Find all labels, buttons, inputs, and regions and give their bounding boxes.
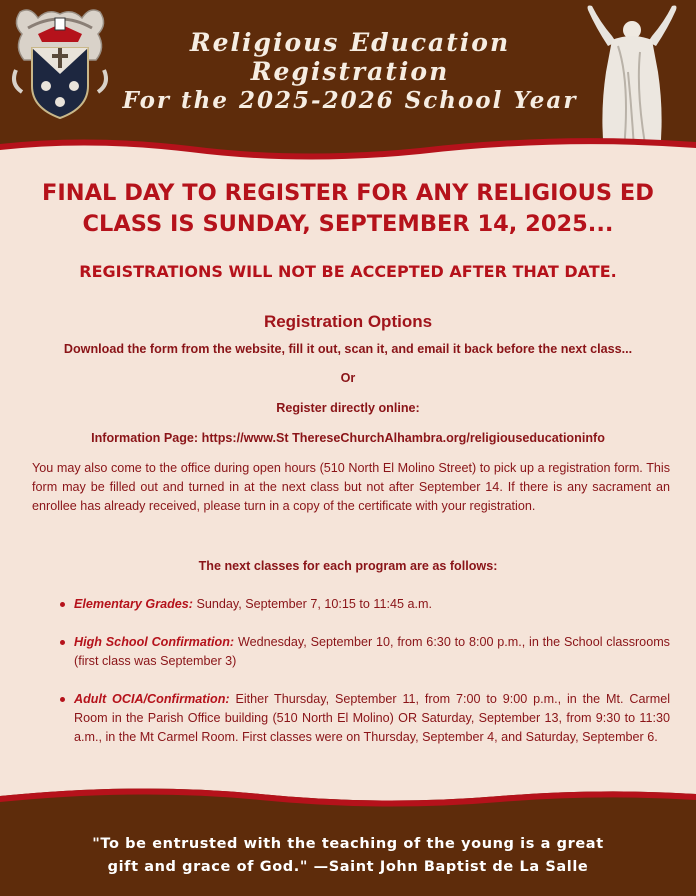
school-year-subtitle: For the 2025-2026 School Year [122,87,578,114]
footer-quote [40,833,656,879]
top-wave-divider [0,128,696,178]
final-day-headline: FINAL DAY TO REGISTER FOR ANY RELIGIOUS ED CLASS IS SUNDAY, SEPTEMBER 14, 2025... [42,180,654,237]
program-list [56,595,670,766]
information-page-link[interactable]: Information Page: https://www.St ThereseChurchAlhambra.org/religiouseducationinfo [91,431,605,445]
next-classes-intro: The next classes for each program are as follows: [198,559,498,573]
bottom-wave-divider [0,770,696,810]
or-separator: Or [340,371,356,385]
program-name: High School Confirmation: [74,635,235,649]
program-details: Either Thursday, September 11, from 7:00 to 9:00 p.m., in the Mt. Carmel Room in the Parish Office building (510 North El Molino) OR Saturday, September 13, from 9:30 to 11:30 a.m., in the Mt Carmel Room. First classes were on Thursday, September 4, and Saturday, September 6. [74,692,671,744]
program-name: Elementary Grades: [74,597,193,611]
deadline-warning: REGISTRATIONS WILL NOT BE ACCEPTED AFTER THAT DATE. [79,262,617,281]
program-details: Sunday, September 7, 10:15 to 11:45 a.m. [196,597,432,611]
quote-line-1: "To be entrusted with the teaching of the young is a great [92,836,604,852]
list-item [74,690,670,747]
registration-options-heading: Registration Options [263,312,433,331]
register-online-line: Register directly online: [276,401,420,415]
list-item [74,633,670,671]
download-form-instruction: Download the form from the website, fill it out, scan it, and email it back before the next class... [63,342,633,356]
program-name: Adult OCIA/Confirmation: [74,692,230,706]
quote-line-2: gift and grace of God." —Saint John Baptist de La Salle [107,859,589,875]
program-details: Wednesday, September 10, from 6:30 to 8:00 p.m., in the School classrooms (first class was September 3) [74,635,670,668]
list-item [74,595,670,614]
office-registration-paragraph: You may also come to the office during open hours (510 North El Molino Street) to pick up a registration form. This form may be filled out and turned in at the next class but not after September 14. If there is any sacrament an enrollee has already received, please turn in a copy of the certificate with your registration. [32,461,670,513]
page-title: Religious Education Registration [189,28,511,86]
